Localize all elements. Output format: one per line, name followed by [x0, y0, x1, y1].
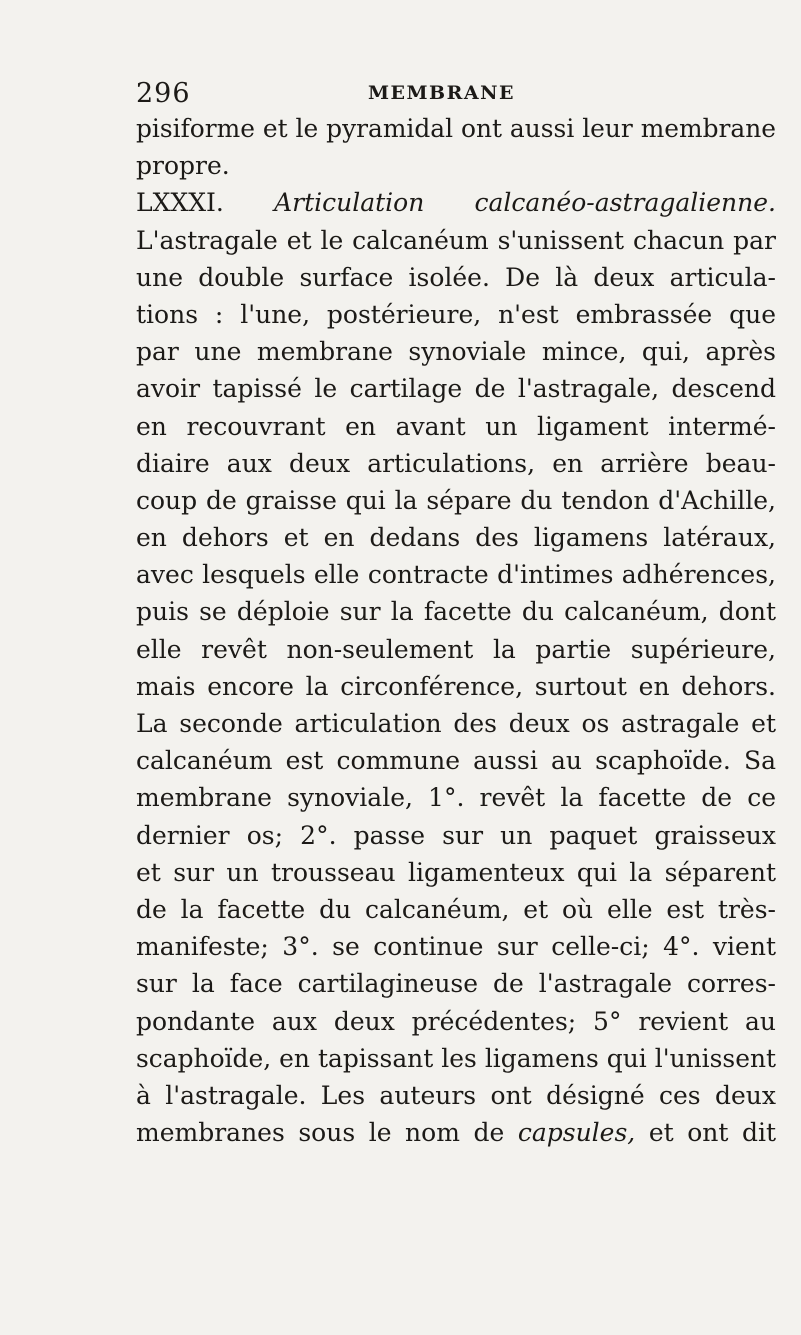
- text-line: puis se déploie sur la facette du calcanéum, dont: [136, 597, 776, 627]
- text-line: scaphoïde, en tapissant les ligamens qui l'unissent: [136, 1043, 776, 1073]
- text-line: à l'astragale. Les auteurs ont désigné ces deux: [136, 1080, 776, 1110]
- page-number: 296: [136, 78, 191, 109]
- text-line: pisiforme et le pyramidal ont aussi leur membrane: [136, 114, 776, 143]
- running-head: MEMBRANE: [368, 82, 515, 104]
- text-line: une double surface isolée. De là deux articula-: [136, 262, 776, 292]
- text-line: sur la face cartilagineuse de l'astragale corres-: [136, 969, 776, 999]
- text-line: calcanéum est commune aussi au scaphoïde. Sa: [136, 746, 776, 776]
- text-line: en recouvrant en avant un ligament intermé-: [136, 411, 776, 441]
- last-line-start: membranes sous le nom de: [136, 1118, 505, 1148]
- text-line: manifeste; 3°. se continue sur celle-ci; 4°. vient: [136, 932, 776, 962]
- text-line: propre.: [136, 151, 230, 181]
- section-number: LXXXI.: [136, 188, 224, 218]
- text-line: La seconde articulation des deux os astragale et: [136, 709, 776, 738]
- text-line: dernier os; 2°. passe sur un paquet graisseux: [136, 820, 776, 850]
- text-line: avec lesquels elle contracte d'intimes adhérences,: [136, 560, 776, 590]
- text-line: pondante aux deux précédentes; 5° revient au: [136, 1006, 776, 1036]
- text-line: coup de graisse qui la sépare du tendon d'Achille,: [136, 485, 776, 515]
- text-line: mais encore la circonférence, surtout en dehors.: [136, 671, 776, 701]
- body-text: [136, 110, 776, 1151]
- text-line: avoir tapissé le cartilage de l'astragale, descend: [136, 374, 776, 404]
- text-line: L'astragale et le calcanéum s'unissent chacun par: [136, 225, 776, 255]
- section-heading: [136, 184, 776, 221]
- text-line: membrane synoviale, 1°. revêt la facette de ce: [136, 783, 776, 813]
- section-title: Articulation calcanéo-astragalienne.: [274, 188, 777, 218]
- text-line: tions : l'une, postérieure, n'est embrassée que: [136, 299, 776, 329]
- page-header: [136, 78, 736, 110]
- text-line: de la facette du calcanéum, et où elle est très-: [136, 894, 776, 924]
- text-line: par une membrane synoviale mince, qui, après: [136, 337, 776, 367]
- text-line: elle revêt non-seulement la partie supérieure,: [136, 634, 776, 664]
- text-line: et sur un trousseau ligamenteux qui la séparent: [136, 857, 776, 887]
- text-line-last: [136, 1114, 776, 1151]
- text-line: diaire aux deux articulations, en arrière beau-: [136, 448, 776, 478]
- italic-term: capsules,: [517, 1118, 636, 1148]
- last-line-end: et ont dit: [648, 1118, 777, 1148]
- text-line: en dehors et en dedans des ligamens latéraux,: [136, 523, 776, 553]
